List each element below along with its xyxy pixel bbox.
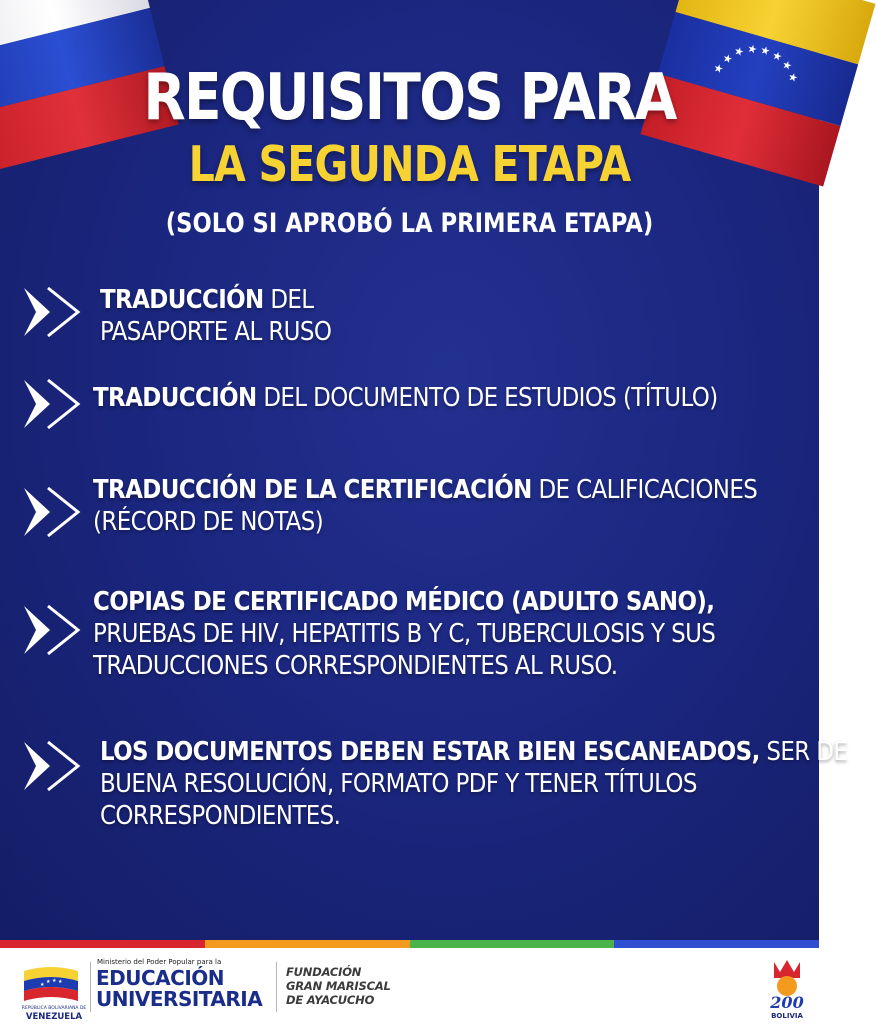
bicentennial-word: BOLIVIA xyxy=(771,1012,803,1020)
svg-text:★: ★ xyxy=(758,43,772,59)
double-chevron-icon xyxy=(22,376,84,432)
requirement-1-text: DEL xyxy=(263,285,314,315)
foundation-line1: FUNDACIÓN xyxy=(286,965,362,979)
requirement-2-bold: TRADUCCIÓN xyxy=(93,383,257,413)
requirement-1-bold: TRADUCCIÓN xyxy=(100,285,264,315)
svg-text:★: ★ xyxy=(786,70,800,86)
double-chevron-icon xyxy=(22,284,84,340)
requirement-5-text: SER DE xyxy=(759,737,848,767)
svg-text:★: ★ xyxy=(732,44,746,60)
requirement-5-bold: LOS DOCUMENTOS DEBEN ESTAR BIEN ESCANEADOS, xyxy=(100,737,760,767)
requirement-2-text: DEL DOCUMENTO DE ESTUDIOS (TÍTULO) xyxy=(256,383,718,413)
page-subtitle-note: (SOLO SI APROBÓ LA PRIMERA ETAPA) xyxy=(165,208,654,239)
venezuela-caption xyxy=(14,1006,94,1022)
requirement-4-text-line3: TRADUCCIONES CORRESPONDIENTES AL RUSO. xyxy=(93,651,618,681)
bicentennial-number: 200 xyxy=(770,993,804,1012)
requirement-3-bold: TRADUCCIÓN DE LA CERTIFICACIÓN xyxy=(93,475,532,505)
svg-text:★: ★ xyxy=(58,979,63,985)
venezuela-caption-big: VENEZUELA xyxy=(25,1012,83,1022)
requirement-5-text-line3: CORRESPONDIENTES. xyxy=(100,801,341,831)
requirement-3-text: DE CALIFICACIONES xyxy=(531,475,758,505)
venezuela-caption-small: REPÚBLICA BOLIVARIANA DE xyxy=(21,1006,87,1011)
education-line2: UNIVERSITARIA xyxy=(96,987,263,1011)
footer xyxy=(0,940,819,1024)
foundation-line2: GRAN MARISCAL xyxy=(286,979,391,993)
svg-text:★: ★ xyxy=(46,979,51,985)
svg-text:★: ★ xyxy=(40,982,45,988)
education-line1: EDUCACIÓN xyxy=(96,966,225,990)
footer-divider xyxy=(90,962,91,1012)
double-chevron-icon xyxy=(22,484,84,540)
requirement-3-text-line2: (RÉCORD DE NOTAS) xyxy=(93,507,324,537)
requirement-5-text-line2: BUENA RESOLUCIÓN, FORMATO PDF Y TENER TÍTULOS xyxy=(100,769,697,799)
foundation-logo-text xyxy=(286,965,391,1007)
bicentennial-logo-icon xyxy=(760,956,814,1022)
svg-text:★: ★ xyxy=(745,41,759,58)
svg-text:★: ★ xyxy=(770,49,784,65)
requirement-1-text-line2: PASAPORTE AL RUSO xyxy=(100,317,332,347)
ministry-line: Ministerio del Poder Popular para la xyxy=(97,958,222,966)
page-title: REQUISITOS PARA xyxy=(143,61,676,135)
requirement-4-text-line2: PRUEBAS DE HIV, HEPATITIS B Y C, TUBERCULOSIS Y SUS xyxy=(93,619,716,649)
color-stripe-bar xyxy=(0,940,819,948)
footer-divider xyxy=(276,962,277,1012)
double-chevron-icon xyxy=(22,738,84,794)
double-chevron-icon xyxy=(22,602,84,658)
svg-text:★: ★ xyxy=(780,58,794,74)
foundation-line3: DE AYACUCHO xyxy=(286,993,375,1007)
education-logo-text xyxy=(96,968,262,1010)
page-subtitle-highlight: LA SEGUNDA ETAPA xyxy=(188,136,631,193)
svg-text:★: ★ xyxy=(720,51,735,67)
requirement-4-bold: COPIAS DE CERTIFICADO MÉDICO (ADULTO SANO), xyxy=(93,587,715,617)
svg-text:★: ★ xyxy=(711,61,725,77)
svg-text:★: ★ xyxy=(52,978,57,984)
